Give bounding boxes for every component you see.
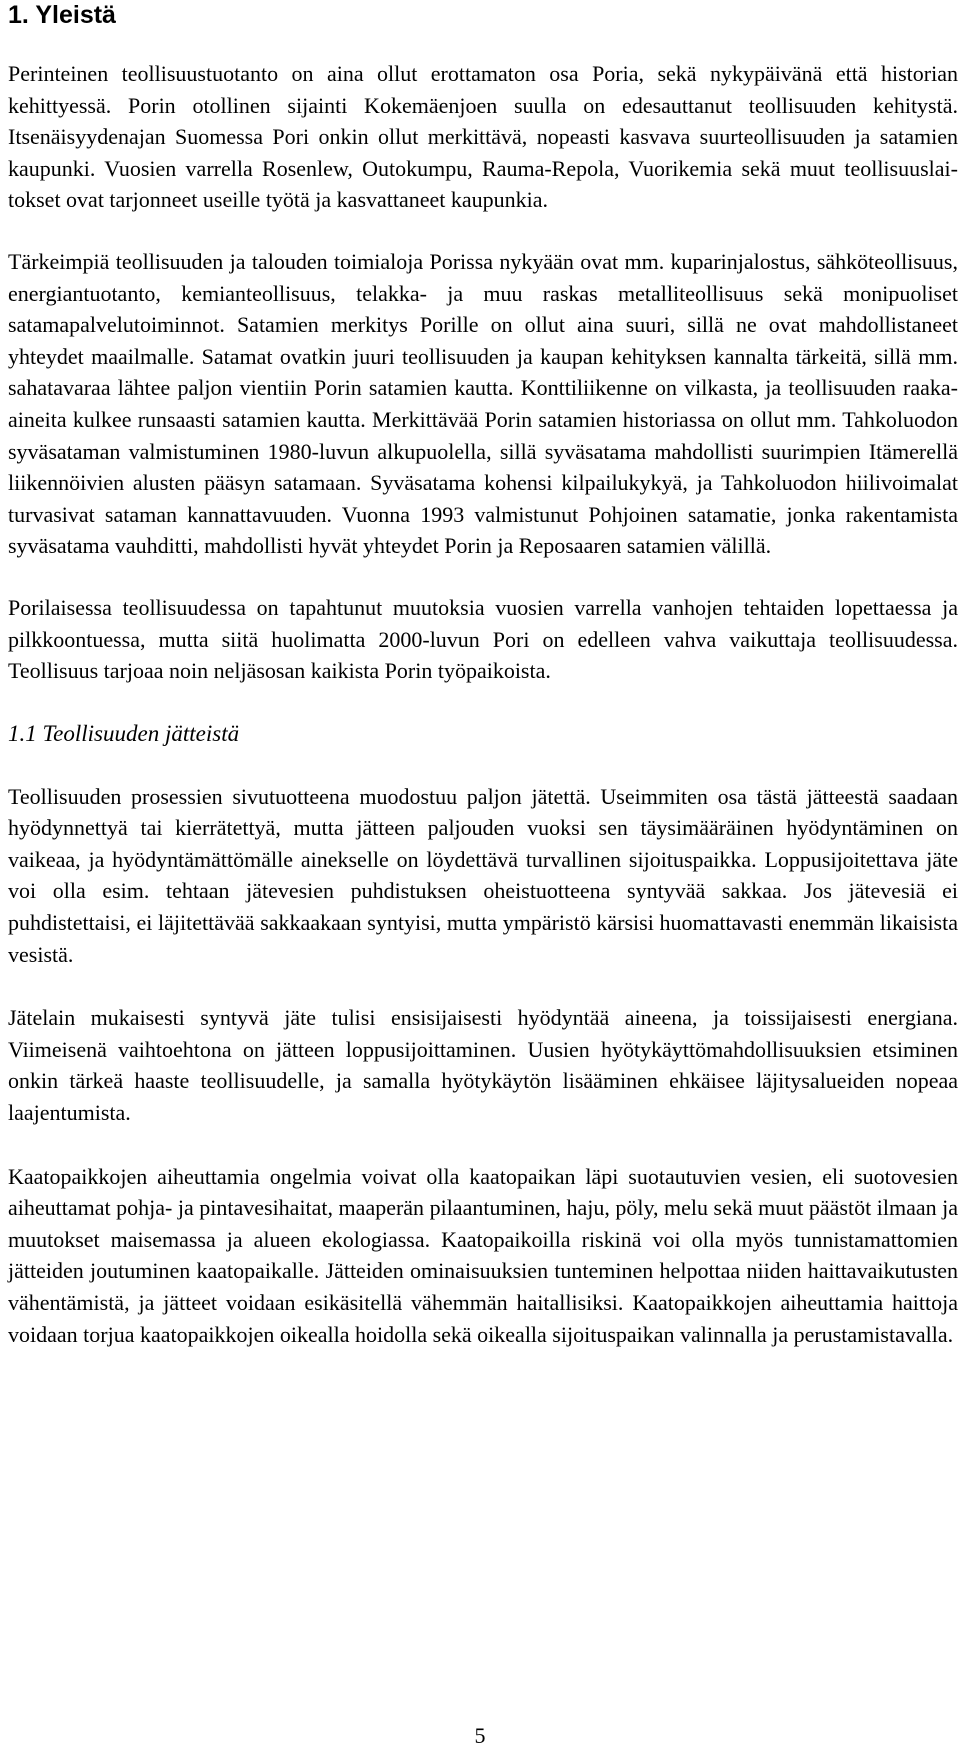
paragraph-waste-law: Jätelain mukaisesti syntyvä jäte tulisi ensisijaisesti hyödyntää aineena, ja toissijaisesti energiana. Viimeisenä vaihtoehtona on jätteen loppusijoittaminen. Uusien hyötykäyttömahdollisuuksien etsiminen onkin tärkeä haaste teollisuudelle, ja samalla hyötykäytön lisääminen ehkäisee läjitysalueiden nopeaa laajentumista.: [8, 1005, 958, 1126]
paragraph-industry-history: Perinteinen teollisuustuotanto on aina ollut erottamaton osa Poria, sekä nykypäivänä että historian kehittyessä. Porin otollinen sijainti Kokemäenjoen suulla on edesauttanut teollisuuden kehitystä. Itsenäisyydenajan Suomessa Pori onkin ollut merkittävä, nopeasti kasvava suurteollisuuden ja satamien kaupunki. Vuosien varrella Rosenlew, Outokumpu, Rauma-Repola, Vuorikemia sekä muut teollisuuslaitokset ovat tarjonneet useille työtä ja kasvattaneet kaupunkia.: [8, 61, 958, 213]
document-page: [8, 0, 958, 1350]
subsection-heading: 1.1 Teollisuuden jätteistä: [8, 720, 240, 746]
page-number: 5: [474, 1723, 486, 1748]
section-heading: 1. Yleistä: [8, 1, 116, 29]
paragraph-industrial-waste: Teollisuuden prosessien sivutuotteena muodostuu paljon jätettä. Useimmiten osa tästä jätteestä saadaan hyödynnettyä tai kierrätettyä, mutta jätteen paljouden vuoksi sen täysimääräinen hyödyntäminen on vaikeaa, ja hyödyntämättömälle ainekselle on löydettävä turvallinen sijoituspaikka. Loppusijoitettava jäte voi olla esim. tehtaan jätevesien puhdistuksen oheistuotteena syntyvää sakkaa. Jos jätevesiä ei puhdistettaisi, ei läjitettävää sakkaakaan syntyisi, mutta ympäristö kärsisi huomattavasti enemmän likaisista vesistä.: [8, 783, 958, 967]
paragraph-industry-changes: Porilaisessa teollisuudessa on tapahtunut muutoksia vuosien varrella vanhojen tehtaiden lopettaessa ja pilkkoontuessa, mutta siitä huolimatta 2000-luvun Pori on edelleen vahva vaikuttaja teollisuudessa. Teollisuus tarjoaa noin neljäsosan kaikista Porin työpaikoista.: [8, 594, 958, 684]
paragraph-landfill-problems: Kaatopaikkojen aiheuttamia ongelmia voivat olla kaatopaikan läpi suotautuvien vesien, eli suotovesien aiheuttamat pohja- ja pintavesihaitat, maaperän pilaantuminen, haju, pöly, melu sekä muut päästöt ilmaan ja muutokset maisemassa ja alueen ekologiassa. Kaatopaikoilla riskinä voi olla myös tunnistamattomien jätteiden joutuminen kaatopaikalle. Jätteiden ominaisuuksien tunteminen helpottaa niiden haittavaikutusten vähentämistä, ja jätteet voidaan esikäsitellä vähemmän haitallisiksi. Kaatopaikkojen aiheuttamia haittoja voidaan torjua kaatopaikkojen oikealla hoidolla sekä oikealla sijoituspaikan valinnalla ja perustamistavalla.: [8, 1163, 958, 1347]
paragraph-key-industries: Tärkeimpiä teollisuuden ja talouden toimialoja Porissa nykyään ovat mm. kuparinjalostus, sähköteollisuus, energiantuotanto, kemianteollisuus, telakka- ja muu raskas metalliteollisuus sekä monipuoliset satamapalvelutoiminnot. Satamien merkitys Porille on ollut aina suuri, sillä ne ovat mahdollistaneet yhteydet maailmalle. Satamat ovatkin juuri teollisuuden ja kaupan kehityksen kannalta tärkeitä, sillä mm. sahatavaraa lähtee paljon vientiin Porin satamien kautta. Konttiliikenne on vilkasta, ja teollisuuden raaka-aineita kulkee runsaasti satamien kautta. Merkittävää Porin satamien historiassa on ollut mm. Tahkoluodon syväsataman valmistuminen 1980-luvun alkupuolella, sillä syväsatama mahdollisti suurimpien Itämerellä liikennöivien alusten pääsyn satamaan. Syväsatama kohensi kilpailukykyä, ja Tahkoluodon hiilivoimalat turvasivat sataman kannattavuuden. Vuonna 1993 valmistunut Pohjoinen satamatie, jonka rakentamista syväsatama vauhditti, mahdollisti hyvät yhteydet Porin ja Reposaaren satamien välillä.: [8, 248, 958, 559]
